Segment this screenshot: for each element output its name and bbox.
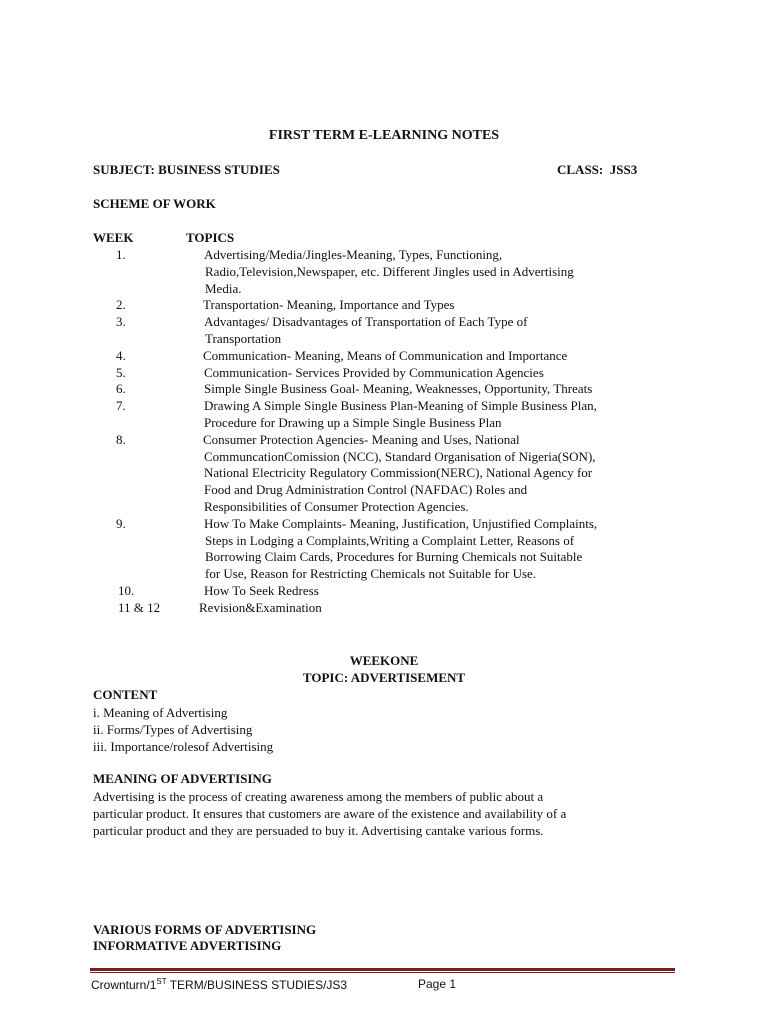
class-label — [557, 162, 637, 178]
scheme-row-topic — [204, 247, 574, 297]
scheme-topic-line: Responsibilities of Consumer Protection Agencies. — [204, 498, 469, 514]
scheme-row-number: 10. — [118, 583, 135, 598]
scheme-row-topic — [203, 348, 567, 365]
footer-suffix: TERM/BUSINESS STUDIES/JS3 — [166, 978, 348, 992]
footer-superscript: ST — [156, 977, 167, 986]
scheme-row-number: 4. — [116, 347, 126, 363]
scheme-topic-line: Revision&Examination — [199, 599, 322, 615]
content-item: ii. Forms/Types of Advertising — [93, 722, 253, 737]
topic-heading: TOPIC: ADVERTISEMENT — [302, 670, 466, 685]
scheme-row-number: 9. — [116, 515, 126, 531]
scheme-row-topic — [204, 516, 597, 583]
footer-reference — [91, 977, 347, 992]
scheme-topic-line: Steps in Lodging a Complaints,Writing a Complaint Letter, Reasons of — [205, 532, 575, 548]
scheme-row-number: 8. — [116, 431, 126, 447]
scheme-topic-line: Transportation — [205, 330, 282, 346]
scheme-topic-line: Radio,Television,Newspaper, etc. Different Jingles used in Advertising — [205, 263, 574, 279]
scheme-topic-line: Media. — [205, 280, 242, 296]
meaning-paragraph-line: Advertising is the process of creating awareness among the members of public about a — [93, 789, 544, 804]
scheme-row-number: 7. — [116, 398, 126, 414]
scheme-row-topic — [204, 583, 319, 600]
scheme-topic-line: Advertising/Media/Jingles-Meaning, Types, Functioning, — [204, 247, 503, 262]
content-item: i. Meaning of Advertising — [93, 705, 228, 720]
week-column-header: WEEK — [93, 230, 134, 245]
scheme-row-topic — [203, 297, 454, 314]
scheme-row-number: 1. — [116, 247, 126, 262]
meaning-paragraph-line: particular product and they are persuaded to buy it. Advertising cantake various forms. — [93, 823, 544, 838]
scheme-topic-line: for Use, Reason for Restricting Chemicals not Suitable for Use. — [205, 566, 537, 582]
scheme-topic-line: Simple Single Business Goal- Meaning, Weaknesses, Opportunity, Threats — [204, 381, 593, 397]
scheme-row-number: 5. — [116, 364, 126, 380]
scheme-topic-line: Communication- Services Provided by Communication Agencies — [204, 364, 544, 380]
scheme-row-topic — [204, 365, 544, 382]
content-item: iii. Importance/rolesof Advertising — [93, 739, 274, 754]
scheme-row-topic — [204, 381, 592, 398]
forms-heading: VARIOUS FORMS OF ADVERTISING — [93, 922, 317, 937]
scheme-topic-line: Consumer Protection Agencies- Meaning and Uses, National — [203, 431, 520, 447]
scheme-row-topic — [199, 600, 322, 617]
scheme-row-number: 3. — [116, 314, 126, 330]
content-heading: CONTENT — [93, 687, 158, 702]
informative-heading: INFORMATIVE ADVERTISING — [93, 938, 282, 953]
scheme-topic-line: How To Make Complaints- Meaning, Justification, Unjustified Complaints, — [204, 515, 598, 531]
week-heading: WEEKONE — [349, 653, 419, 668]
scheme-topic-line: Food and Drug Administration Control (NAFDAC) Roles and — [204, 482, 528, 498]
document-title: FIRST TERM E-LEARNING NOTES — [268, 128, 500, 143]
footer-prefix: Crownturn/1 — [91, 978, 157, 992]
scheme-topic-line: Borrowing Claim Cards, Procedures for Burning Chemicals not Suitable — [205, 549, 583, 565]
scheme-row-topic — [203, 432, 596, 516]
class-label-text: CLASS: — [557, 162, 604, 177]
footer-rule — [90, 968, 675, 971]
footer-rule-thin — [90, 972, 675, 973]
page-number: Page 1 — [418, 977, 457, 991]
scheme-row-number: 2. — [116, 297, 126, 313]
scheme-topic-line: Communication- Meaning, Means of Communication and Importance — [203, 347, 568, 363]
scheme-topic-line: Drawing A Simple Single Business Plan-Meaning of Simple Business Plan, — [204, 398, 597, 414]
scheme-row-number: 6. — [116, 381, 126, 397]
scheme-heading: SCHEME OF WORK — [93, 196, 216, 211]
scheme-row-topic — [204, 314, 527, 348]
scheme-row-topic — [204, 398, 597, 432]
scheme-row-number: 11 & 12 — [118, 599, 161, 615]
scheme-topic-line: Procedure for Drawing up a Simple Single Business Plan — [204, 414, 502, 430]
scheme-topic-line: CommuncationComission (NCC), Standard Organisation of Nigeria(SON), — [204, 448, 596, 464]
scheme-topic-line: How To Seek Redress — [204, 583, 319, 598]
meaning-heading: MEANING OF ADVERTISING — [93, 771, 272, 786]
scheme-topic-line: National Electricity Regulatory Commission(NERC), National Agency for — [204, 465, 593, 481]
scheme-topic-line: Transportation- Meaning, Importance and Types — [203, 297, 455, 313]
subject-label: SUBJECT: BUSINESS STUDIES — [93, 162, 280, 177]
topics-column-header: TOPICS — [186, 230, 235, 245]
meaning-paragraph-line: particular product. It ensures that customers are aware of the existence and availability of a — [93, 806, 567, 821]
class-value: JSS3 — [609, 162, 638, 177]
scheme-topic-line: Advantages/ Disadvantages of Transportation of Each Type of — [204, 314, 528, 330]
